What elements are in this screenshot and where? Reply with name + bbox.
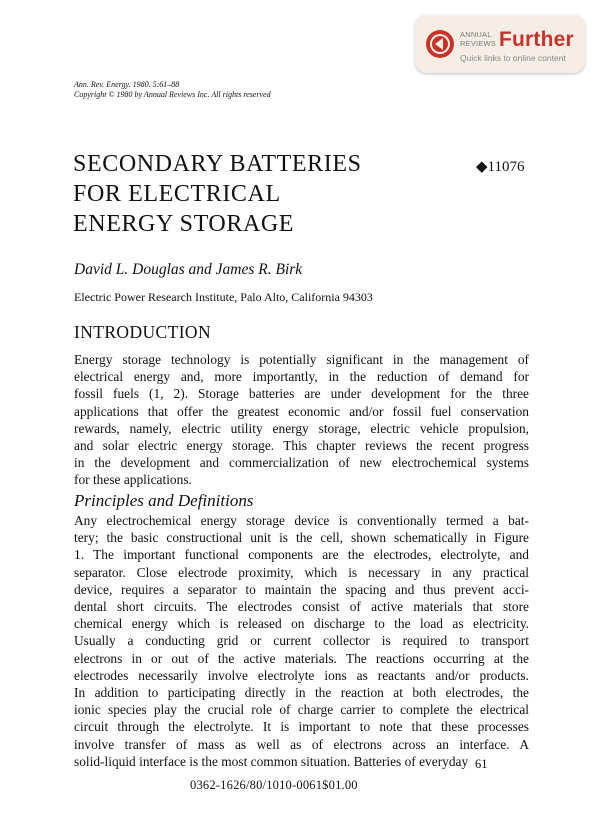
title-line-3: ENERGY STORAGE	[73, 211, 295, 237]
text-line: chemical energy which is released on discharge to the load as electricity.	[74, 616, 529, 632]
badge-subtitle: Quick links to online content	[460, 53, 566, 63]
introduction-paragraph	[74, 351, 529, 489]
copyright-line: Copyright © 1980 by Annual Reviews Inc. All rights reserved	[74, 90, 271, 99]
journal-citation	[74, 80, 271, 100]
document-code: 0362-1626/80/1010-0061$01.00	[190, 778, 358, 792]
text-line: electrons in or out of the active materials. The reactions occurring at the	[74, 650, 529, 666]
text-line: in the development and commercialization of new electrochemical systems	[74, 455, 529, 471]
text-line: Energy storage technology is potentially significant in the management of	[74, 352, 529, 367]
badge-publisher-name	[460, 31, 496, 48]
text-line: electrical energy and, more importantly, in the reduction of demand for	[74, 369, 529, 385]
text-line: for these applications.	[74, 472, 192, 488]
order-number: ◆11076	[476, 159, 525, 175]
text-line: tery; the basic constructional unit is the cell, shown schematically in Figure	[74, 530, 529, 546]
badge-further-text: Further	[499, 28, 574, 51]
text-line: device, requires a separator to maintain the spacing and thus prevent acci-	[74, 581, 529, 597]
text-line: solid-liquid interface is the most common situation. Batteries of everyday	[74, 753, 469, 769]
affiliation: Electric Power Research Institute, Palo Alto, California 94303	[74, 290, 373, 304]
citation-line: Ann. Rev. Energy. 1980. 5:61–88	[74, 80, 180, 89]
badge-annual-text: ANNUAL	[460, 30, 492, 39]
text-line: Usually a conducting grid or current collector is required to transport	[74, 633, 529, 649]
text-line: ionic species play the crucial role of charge carrier to complete the electrical	[74, 702, 529, 718]
text-line: circuit through the electrolyte. It is important to note that these processes	[74, 719, 529, 735]
text-line: rewards, namely, electric utility energy storage, electric vehicle propulsion,	[74, 420, 529, 436]
text-line: dental short circuits. The electrodes consist of active materials that store	[74, 599, 529, 615]
text-line: In addition to participating directly in the reaction at both electrodes, the	[74, 685, 529, 701]
section-heading-introduction: INTRODUCTION	[74, 322, 212, 342]
text-line: applications that offer the greatest economic and/or fossil fuel conservation	[74, 403, 529, 419]
article-title	[73, 149, 362, 239]
text-line: 1. The important functional components are the electrodes, electrolyte, and	[74, 547, 529, 563]
annual-reviews-logo-icon	[425, 29, 455, 59]
title-line-2: FOR ELECTRICAL	[73, 181, 281, 207]
badge-reviews-text: REVIEWS	[460, 38, 496, 48]
title-line-1: SECONDARY BATTERIES	[73, 151, 362, 177]
text-line: electrodes necessarily involve electrolyte ions as reactants and/or products.	[74, 667, 529, 683]
page-number: 61	[475, 757, 488, 771]
annual-reviews-further-badge[interactable]	[415, 15, 585, 73]
text-line: involve transfer of mass as well as of electrons across an interface. A	[74, 736, 529, 752]
authors: David L. Douglas and James R. Birk	[74, 261, 303, 278]
subsection-heading-principles: Principles and Definitions	[74, 491, 254, 510]
text-line: separator. Close electrode proximity, which is necessary in any practical	[74, 564, 529, 580]
text-line: fossil fuels (1, 2). Storage batteries are under development for the three	[74, 386, 529, 402]
text-line: and solar electric energy storage. This chapter reviews the recent progress	[74, 438, 529, 454]
text-line: Any electrochemical energy storage device is conventionally termed a bat-	[74, 513, 529, 528]
principles-paragraph	[74, 512, 529, 770]
